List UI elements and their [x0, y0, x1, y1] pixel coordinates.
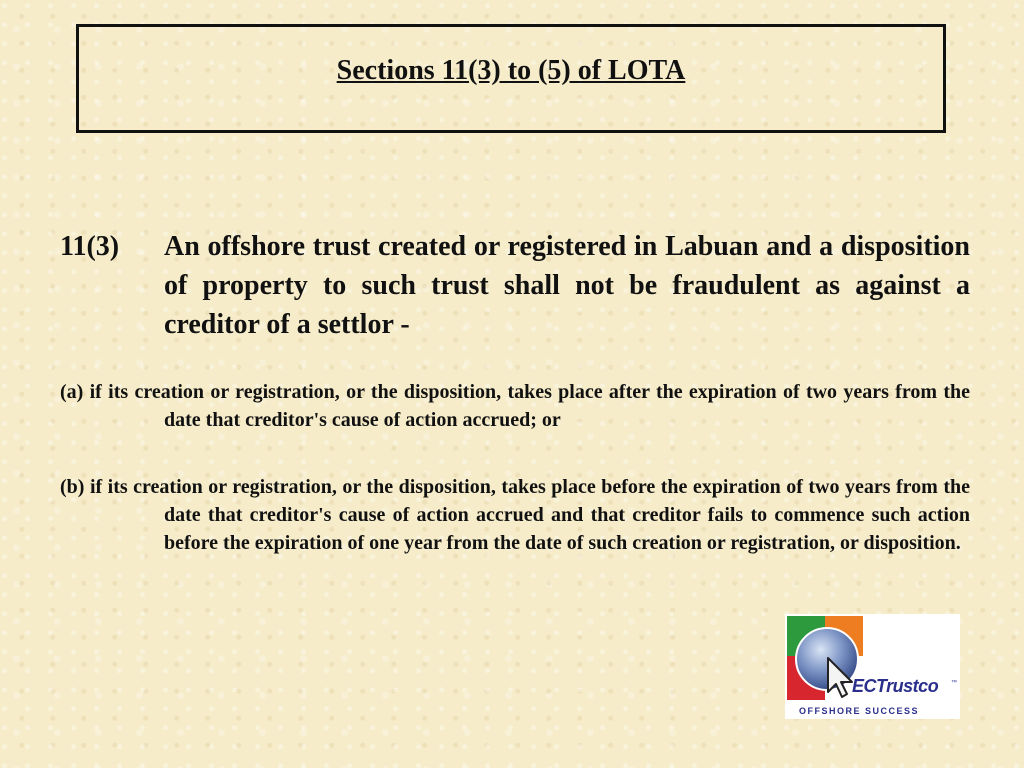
ectrustco-logo: [785, 614, 960, 719]
section-number: 11(3): [60, 231, 120, 262]
logo-name: ECTrustco: [852, 676, 939, 696]
title-box: [76, 24, 946, 133]
clause-b: (b) if its creation or registration, or the disposition, takes place before the expiration of two years from the date that creditor's cause of action accrued and that creditor fails to commence such action before the expiration of one year from the date of such creation or registration, or disposition.: [60, 476, 970, 554]
logo-tagline: OFFSHORE SUCCESS: [799, 706, 920, 716]
logo-graphic: [785, 614, 960, 719]
clause-a: (a) if its creation or registration, or the disposition, takes place after the expiration of two years from the date that creditor's cause of action accrued; or: [60, 381, 970, 431]
slide-title: Sections 11(3) to (5) of LOTA: [336, 55, 686, 86]
logo-trademark: ™: [951, 680, 957, 686]
section-text: An offshore trust created or registered in Labuan and a disposition of property to such trust shall not be fraudulent as against a creditor of a settlor -: [164, 231, 970, 340]
main-paragraph: [60, 227, 970, 344]
